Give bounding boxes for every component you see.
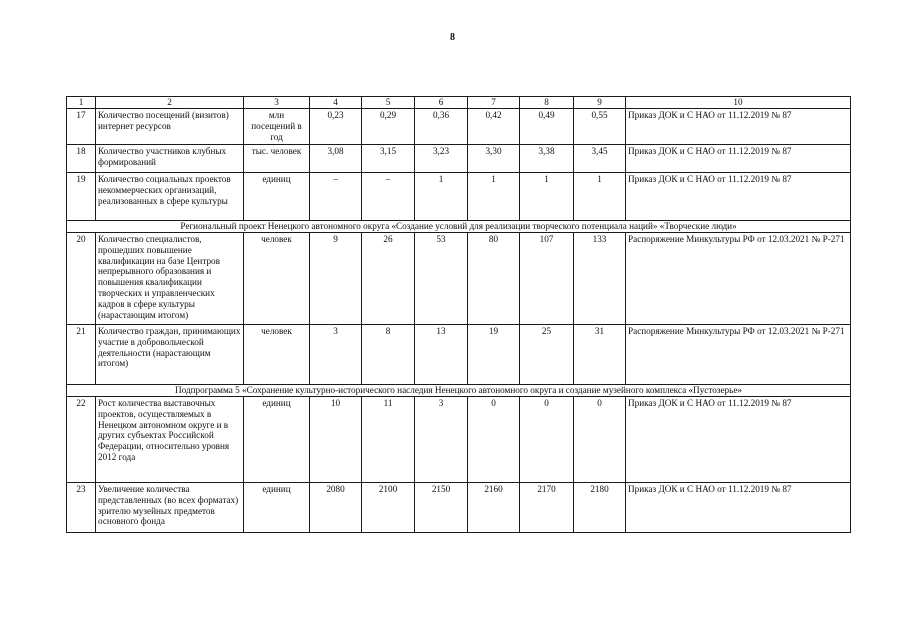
section-row (67, 221, 851, 233)
indicator-value: 2160 (468, 483, 520, 533)
indicator-value: 25 (520, 325, 574, 385)
unit-of-measure: человек (244, 233, 310, 325)
source-document: Приказ ДОК и С НАО от 11.12.2019 № 87 (626, 109, 851, 145)
row-number: 18 (67, 145, 96, 173)
indicator-value: 3,15 (362, 145, 415, 173)
source-document: Приказ ДОК и С НАО от 11.12.2019 № 87 (626, 145, 851, 173)
indicator-value: 3,30 (468, 145, 520, 173)
indicator-value: 13 (415, 325, 468, 385)
header-cell-3: 3 (244, 97, 310, 109)
header-cell-8: 8 (520, 97, 574, 109)
indicator-value: 1 (468, 173, 520, 221)
header-cell-1: 1 (67, 97, 96, 109)
row-number: 23 (67, 483, 96, 533)
unit-of-measure: тыс. человек (244, 145, 310, 173)
indicators-table (66, 96, 851, 533)
indicator-name: Количество граждан, принимающих участие в добровольческой деятельности (нарастающим итогом) (96, 325, 244, 385)
indicator-value: 3,38 (520, 145, 574, 173)
header-cell-7: 7 (468, 97, 520, 109)
indicator-value: 0,23 (310, 109, 362, 145)
unit-of-measure: млн посещений в год (244, 109, 310, 145)
indicator-value: 2080 (310, 483, 362, 533)
indicator-value: 1 (415, 173, 468, 221)
section-title: Региональный проект Ненецкого автономного округа «Создание условий для реализации творческого потенциала наций» «Творческие люди» (67, 221, 851, 233)
indicator-value: 8 (362, 325, 415, 385)
indicator-value: 2100 (362, 483, 415, 533)
indicator-value: 3,08 (310, 145, 362, 173)
indicator-value: 133 (574, 233, 626, 325)
indicator-name: Количество специалистов, прошедших повышение квалификации на базе Центров непрерывного образования и повышения квалификации творческих и управленческих кадров в сфере культуры (нарастающим итогом) (96, 233, 244, 325)
indicator-value: 9 (310, 233, 362, 325)
unit-of-measure: человек (244, 325, 310, 385)
indicator-name: Рост количества выставочных проектов, осуществляемых в Ненецком автономном округе и в других субъектах Российской Федерации, относительно уровня 2012 года (96, 397, 244, 483)
source-document: Распоряжение Минкультуры РФ от 12.03.2021 № Р-271 (626, 325, 851, 385)
indicator-value: 0 (574, 397, 626, 483)
indicator-value: 3,23 (415, 145, 468, 173)
indicator-value: 2180 (574, 483, 626, 533)
indicator-value: 0 (520, 397, 574, 483)
row-number: 21 (67, 325, 96, 385)
indicator-value: 80 (468, 233, 520, 325)
header-cell-4: 4 (310, 97, 362, 109)
indicator-value: – (310, 173, 362, 221)
indicator-value: 3 (415, 397, 468, 483)
indicator-name: Количество посещений (визитов) интернет ресурсов (96, 109, 244, 145)
table-row (67, 109, 851, 145)
header-cell-10: 10 (626, 97, 851, 109)
page-number: 8 (450, 32, 455, 43)
source-document: Приказ ДОК и С НАО от 11.12.2019 № 87 (626, 397, 851, 483)
table-row (67, 145, 851, 173)
indicator-value: 0,55 (574, 109, 626, 145)
indicator-value: 3 (310, 325, 362, 385)
table-row (67, 483, 851, 533)
unit-of-measure: единиц (244, 397, 310, 483)
indicator-value: 0 (468, 397, 520, 483)
indicator-name: Количество социальных проектов некоммерческих организаций, реализованных в сфере культуры (96, 173, 244, 221)
indicator-value: 2150 (415, 483, 468, 533)
source-document: Приказ ДОК и С НАО от 11.12.2019 № 87 (626, 483, 851, 533)
row-number: 19 (67, 173, 96, 221)
indicator-value: – (362, 173, 415, 221)
table-body (67, 97, 851, 533)
table-row (67, 233, 851, 325)
table-row (67, 173, 851, 221)
indicator-value: 0,49 (520, 109, 574, 145)
indicator-value: 53 (415, 233, 468, 325)
row-number: 22 (67, 397, 96, 483)
section-title: Подпрограмма 5 «Сохранение культурно-исторического наследия Ненецкого автономного округа и создание музейного комплекса «Пустозерье» (67, 385, 851, 397)
indicator-value: 0,36 (415, 109, 468, 145)
indicator-value: 2170 (520, 483, 574, 533)
section-row (67, 385, 851, 397)
indicator-name: Количество участников клубных формирований (96, 145, 244, 173)
indicator-value: 26 (362, 233, 415, 325)
unit-of-measure: единиц (244, 173, 310, 221)
source-document: Приказ ДОК и С НАО от 11.12.2019 № 87 (626, 173, 851, 221)
indicator-value: 1 (574, 173, 626, 221)
source-document: Распоряжение Минкультуры РФ от 12.03.2021 № Р-271 (626, 233, 851, 325)
indicator-value: 0,42 (468, 109, 520, 145)
unit-of-measure: единиц (244, 483, 310, 533)
row-number: 17 (67, 109, 96, 145)
header-cell-5: 5 (362, 97, 415, 109)
indicator-value: 10 (310, 397, 362, 483)
row-number: 20 (67, 233, 96, 325)
indicator-value: 19 (468, 325, 520, 385)
indicator-name: Увеличение количества представленных (во всех форматах) зрителю музейных предметов основного фонда (96, 483, 244, 533)
table-row (67, 397, 851, 483)
header-cell-6: 6 (415, 97, 468, 109)
indicator-value: 0,29 (362, 109, 415, 145)
table-row (67, 325, 851, 385)
indicator-value: 3,45 (574, 145, 626, 173)
indicator-value: 31 (574, 325, 626, 385)
header-cell-2: 2 (96, 97, 244, 109)
indicator-value: 1 (520, 173, 574, 221)
header-cell-9: 9 (574, 97, 626, 109)
indicator-value: 107 (520, 233, 574, 325)
indicator-value: 11 (362, 397, 415, 483)
table-header-row (67, 97, 851, 109)
